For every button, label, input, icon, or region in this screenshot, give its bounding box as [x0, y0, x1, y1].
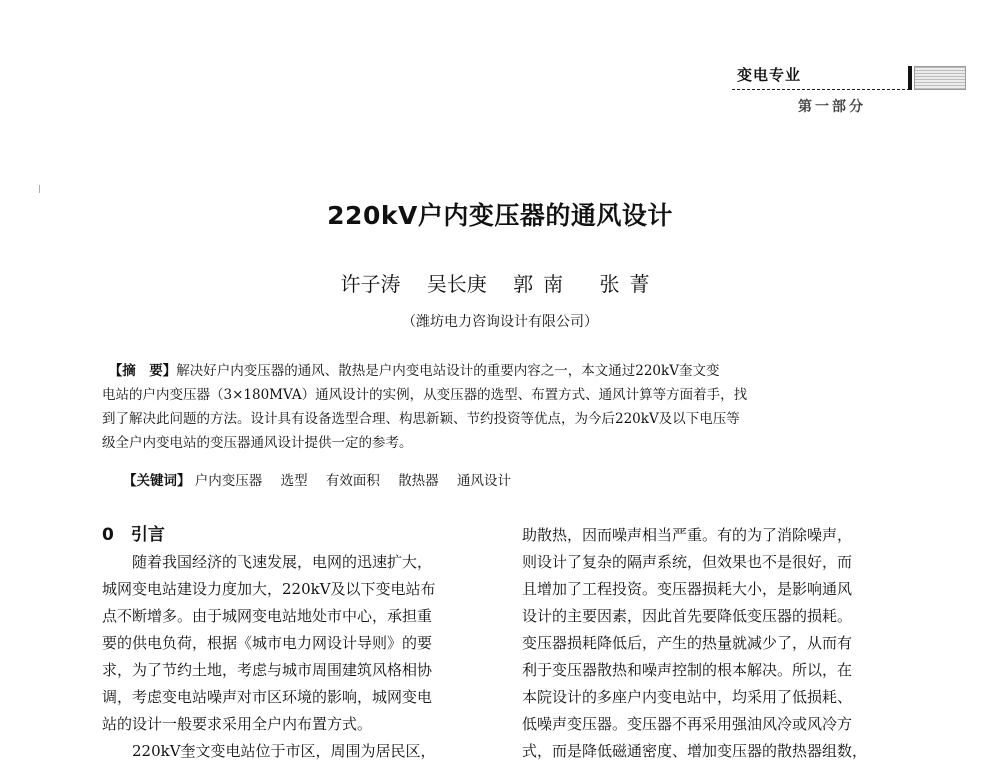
- left-line-5: 求，为了节约土地，考虑与城市周围建筑风格相协: [102, 661, 433, 679]
- abstract-label: 【摘 要】: [115, 363, 177, 379]
- right-line-9: 式，而是降低磁通密度、增加变压器的散热器组数，: [522, 742, 868, 760]
- keywords: [123, 469, 525, 489]
- right-line-6: 利于变压器散热和噪声控制的根本解决。所以，在: [522, 661, 853, 679]
- header-bar: [908, 66, 912, 90]
- header-tab-decoration: [914, 66, 966, 90]
- abstract-line-3: 到了解决此问题的方法。设计具有设备选型合理、构思新颖、节约投资等优点，为今后220kV及以下电压等: [102, 411, 740, 427]
- right-column: [522, 522, 914, 765]
- keyword-2: 选型: [280, 473, 308, 489]
- author-2: 吴长庚: [426, 272, 487, 296]
- left-line-6: 调，考虑变电站噪声对市区环境的影响，城网变电: [102, 688, 433, 706]
- right-line-4: 设计的主要因素，因此首先要降低变压器的损耗。: [522, 607, 853, 625]
- right-line-8: 低噪声变压器。变压器不再采用强油风冷或风冷方: [522, 715, 853, 733]
- author-1: 许子涛: [340, 272, 401, 296]
- abstract-line-4: 级全户内变电站的变压器通风设计提供一定的参考。: [102, 435, 413, 451]
- author-4: 张菁: [599, 272, 660, 296]
- left-line-3: 点不断增多。由于城网变电站地处市中心，承担重: [102, 607, 433, 625]
- left-column: [102, 522, 494, 765]
- keyword-5: 通风设计: [456, 473, 511, 489]
- affiliation: （潍坊电力咨询设计有限公司）: [402, 314, 598, 330]
- keywords-label: 【关键词】: [123, 473, 191, 489]
- section-heading-introduction: 0 引言: [102, 525, 165, 545]
- keyword-1: 户内变压器: [194, 473, 263, 489]
- abstract-text-1: 解决好户内变压器的通风、散热是户内变电站设计的重要内容之一，本文通过220kV奎文变: [176, 363, 720, 379]
- left-line-2: 城网变电站建设力度加大，220kV及以下变电站布: [102, 580, 436, 598]
- header-rule: [732, 89, 910, 90]
- left-line-8: 220kV奎文变电站位于市区，周围为居民区，: [102, 742, 436, 760]
- abstract-line-1: [102, 359, 910, 383]
- authors: [0, 268, 1000, 297]
- scan-mark: [39, 185, 40, 193]
- keyword-4: 散热器: [398, 473, 439, 489]
- right-line-3: 且增加了工程投资。变压器损耗大小，是影响通风: [522, 580, 853, 598]
- left-line-4: 要的供电负荷，根据《城市电力网设计导则》的要: [102, 634, 433, 652]
- header-part-label: 第一部分: [798, 99, 866, 115]
- header-section-label: 变电专业: [737, 66, 802, 84]
- abstract: [102, 359, 910, 455]
- author-3: 郭南: [513, 272, 574, 296]
- abstract-line-2: 电站的户内变压器（3×180MVA）通风设计的实例，从变压器的选型、布置方式、通风计算等方面着手，找: [102, 387, 748, 403]
- right-line-1: 助散热，因而噪声相当严重。有的为了消除噪声，: [522, 526, 853, 544]
- right-line-2: 则设计了复杂的隔声系统，但效果也不是很好，而: [522, 553, 853, 571]
- paper-title: 220kV户内变压器的通风设计: [327, 201, 673, 230]
- keyword-3: 有效面积: [325, 473, 380, 489]
- left-line-1: 随着我国经济的飞速发展，电网的迅速扩大，: [102, 553, 433, 571]
- right-line-7: 本院设计的多座户内变电站中，均采用了低损耗、: [522, 688, 853, 706]
- left-line-7: 站的设计一般要求采用全户内布置方式。: [102, 715, 373, 733]
- right-line-5: 变压器损耗降低后，产生的热量就减少了，从而有: [522, 634, 853, 652]
